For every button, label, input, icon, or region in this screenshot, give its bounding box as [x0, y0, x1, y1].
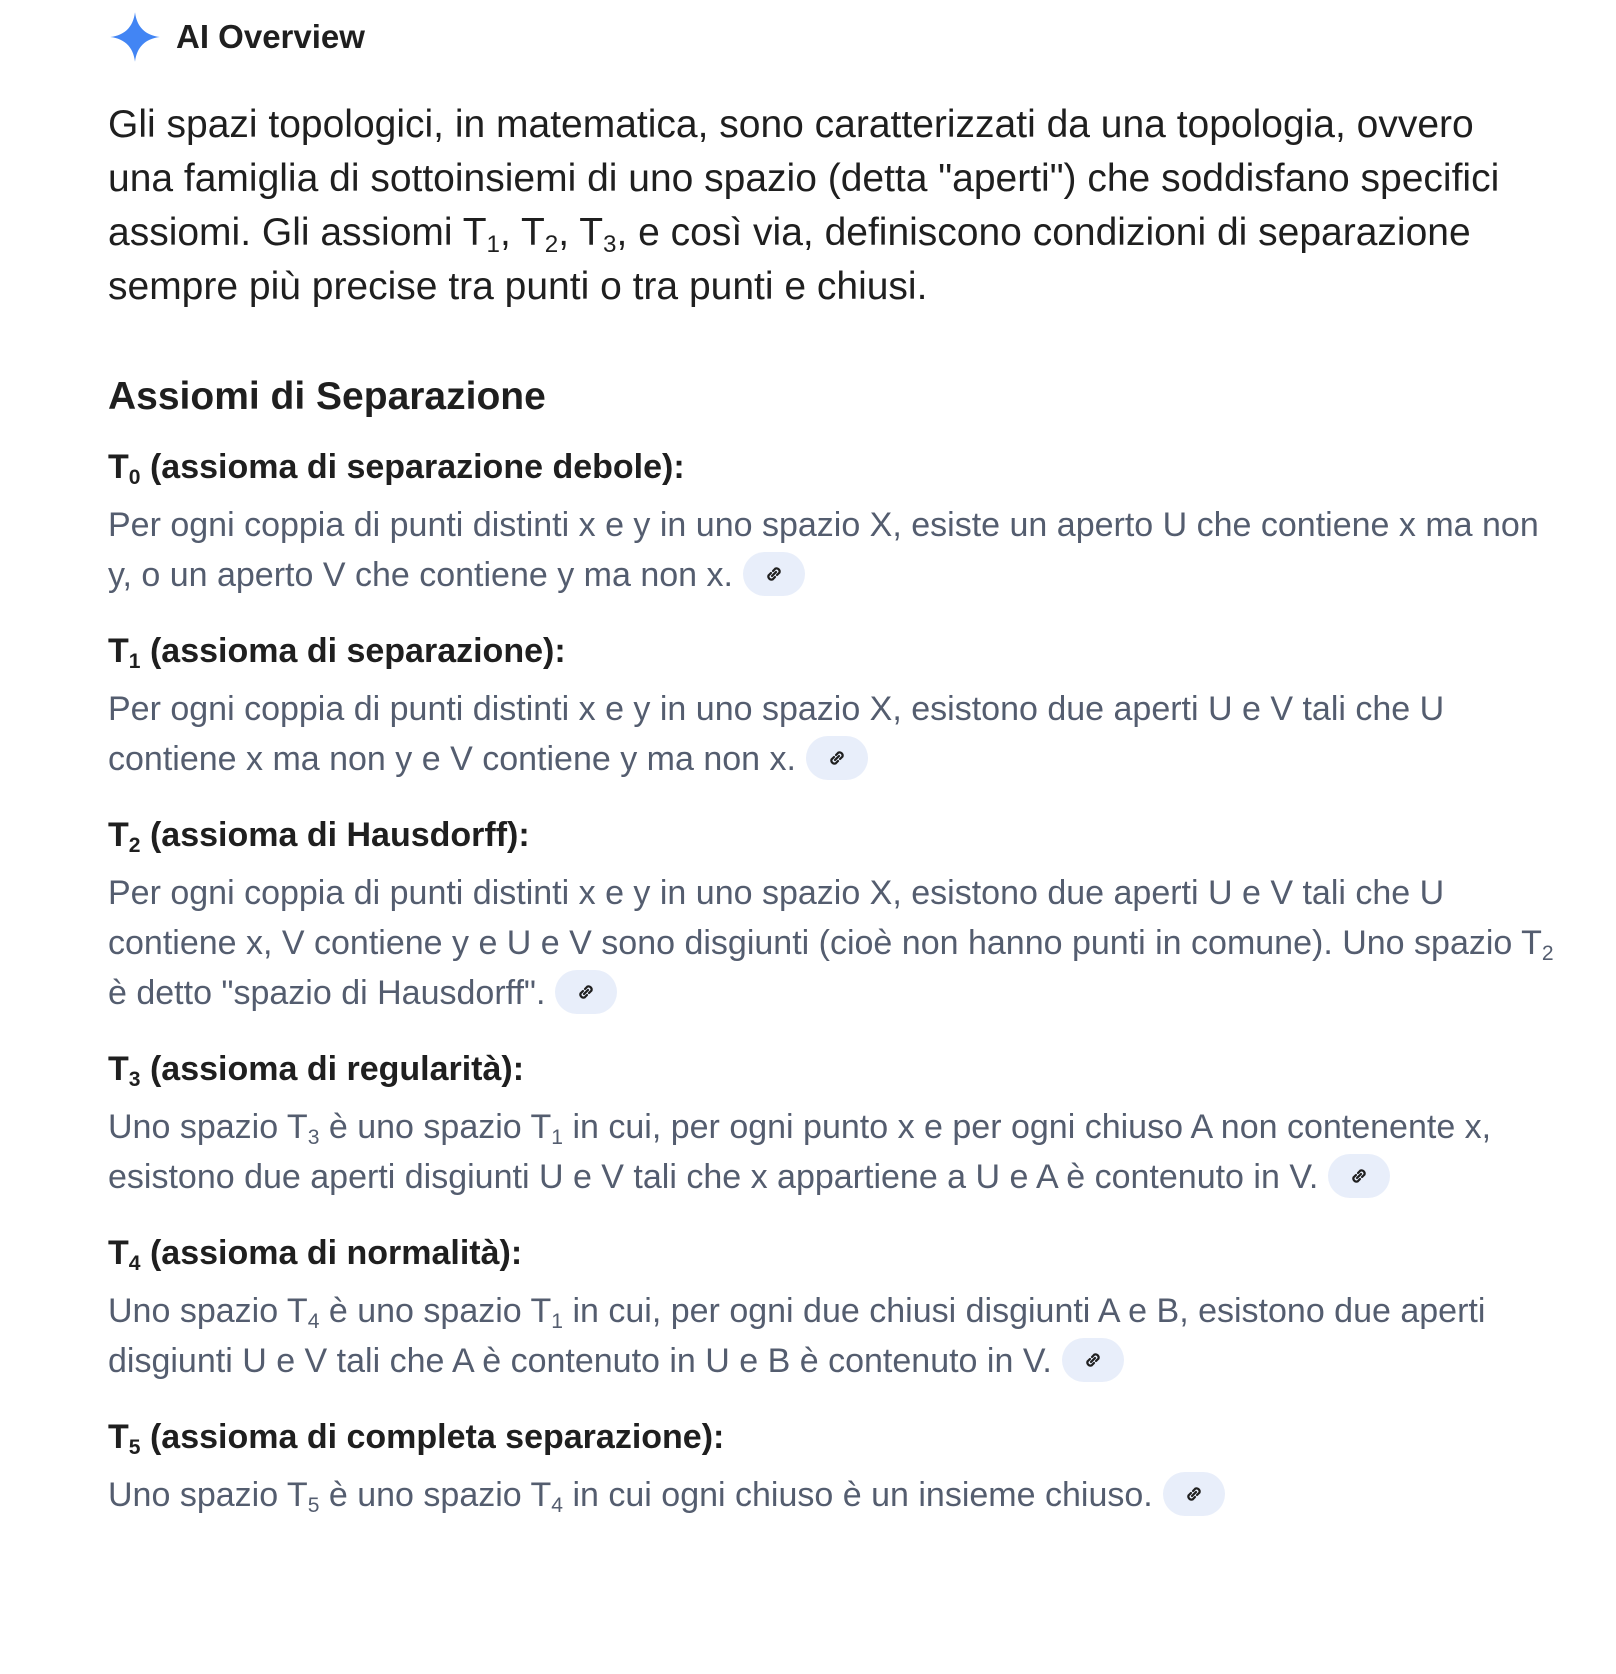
axiom-t2 [108, 810, 1616, 1018]
link-icon [574, 980, 598, 1004]
axiom-description: Uno spazio $T_4$ è uno spazio $T_1$ in cui, per ogni due chiusi disgiunti A e B, esistono due aperti disgiunti U e V tali che A è contenuto in U e B è contenuto in V. [108, 1286, 1568, 1386]
axiom-description: Per ogni coppia di punti distinti x e y in uno spazio X, esistono due aperti U e V tali che U contiene x ma non y e V contiene y ma non x. [108, 684, 1568, 784]
axiom-title: $T_0$ (assioma di separazione debole): [108, 448, 685, 489]
link-icon [1347, 1164, 1371, 1188]
link-icon [762, 562, 786, 586]
source-link-button[interactable] [806, 736, 868, 780]
axiom-t0 [108, 442, 1616, 600]
axiom-description: Uno spazio $T_3$ è uno spazio $T_1$ in cui, per ogni punto x e per ogni chiuso A non contenente x, esistono due aperti disgiunti U e V tali che x appartiene a U e A è contenuto in V. [108, 1102, 1568, 1202]
ai-overview-title: AI Overview [176, 18, 365, 55]
axiom-title: $T_2$ (assioma di Hausdorff): [108, 816, 530, 857]
link-icon [825, 746, 849, 770]
intro-paragraph: Gli spazi topologici, in matematica, sono caratterizzati da una topologia, ovvero una famiglia di sottoinsiemi di uno spazio (detta "aperti") che soddisfano specifici assiomi. Gli assiomi $T_1$, $T_2$, $T_3$, e così via, definiscono condizioni di separazione sempre più precise tra punti o tra punti e chiusi. [108, 103, 1500, 308]
section-title: Assiomi di Separazione [108, 375, 546, 418]
ai-overview-header [108, 0, 1616, 72]
source-link-button[interactable] [1163, 1472, 1225, 1516]
axiom-title: $T_4$ (assioma di normalità): [108, 1234, 523, 1275]
source-link-button[interactable] [1062, 1338, 1124, 1382]
sparkle-icon [108, 10, 162, 64]
source-link-button[interactable] [743, 552, 805, 596]
source-link-button[interactable] [555, 970, 617, 1014]
axiom-t3 [108, 1044, 1616, 1202]
axiom-t5 [108, 1412, 1616, 1520]
source-link-button[interactable] [1328, 1154, 1390, 1198]
axiom-t1 [108, 626, 1616, 784]
axiom-title: $T_1$ (assioma di separazione): [108, 632, 566, 673]
axiom-title: $T_5$ (assioma di completa separazione): [108, 1418, 725, 1459]
axiom-title: $T_3$ (assioma di regularità): [108, 1050, 525, 1091]
link-icon [1081, 1348, 1105, 1372]
axiom-description: Per ogni coppia di punti distinti x e y in uno spazio X, esiste un aperto U che contiene x ma non y, o un aperto V che contiene y ma non x. [108, 500, 1568, 600]
axiom-t4 [108, 1228, 1616, 1386]
axiom-description: Uno spazio $T_5$ è uno spazio $T_4$ in cui ogni chiuso è un insieme chiuso. [108, 1470, 1568, 1520]
link-icon [1182, 1482, 1206, 1506]
axiom-description: Per ogni coppia di punti distinti x e y in uno spazio X, esistono due aperti U e V tali che U contiene x, V contiene y e U e V sono disgiunti (cioè non hanno punti in comune). Uno spazio $T_2$ è detto "spazio di Hausdorff". [108, 868, 1568, 1018]
